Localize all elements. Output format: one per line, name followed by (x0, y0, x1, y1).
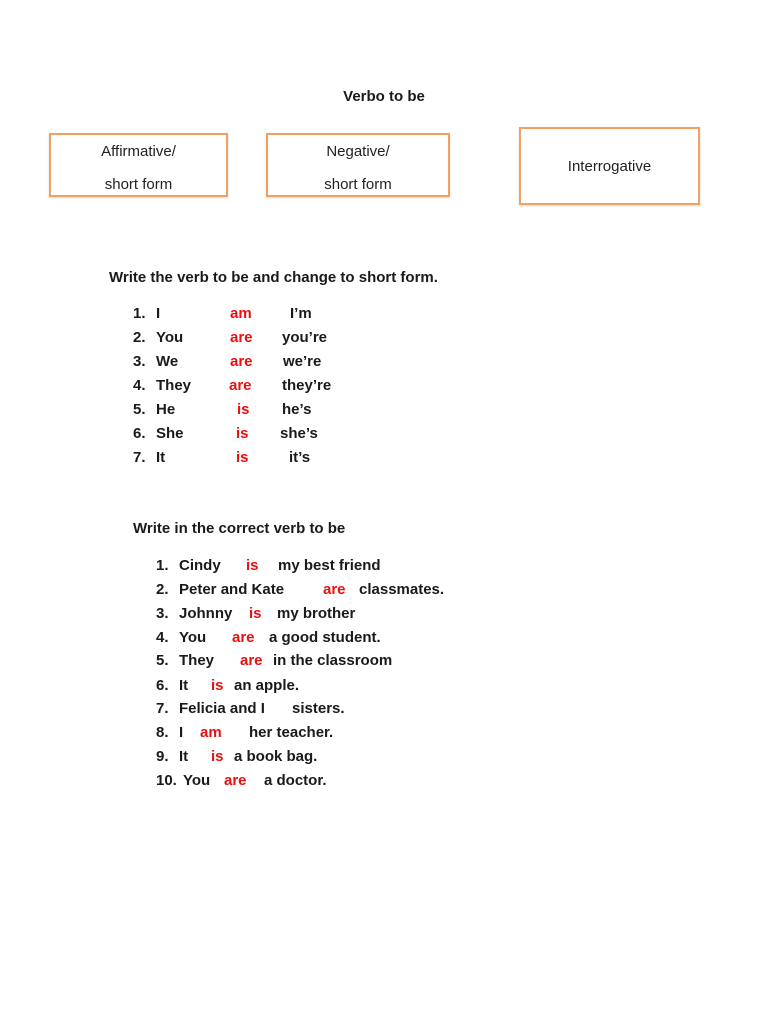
item-verb: am (200, 724, 222, 741)
exercise2-heading: Write in the correct verb to be (133, 520, 346, 537)
item-verb: are (229, 377, 252, 394)
item-subject: Felicia and I (179, 700, 265, 717)
item-rest: my best friend (278, 557, 381, 574)
item-rest: her teacher. (249, 724, 334, 741)
affirmative-box-line1: Affirmative/ (101, 143, 176, 160)
affirmative-box-line2: short form (104, 176, 173, 193)
item-verb: are (224, 772, 247, 789)
item-verb: is (236, 425, 249, 442)
interrogative-box (519, 127, 700, 205)
item-number: 7. (133, 449, 146, 466)
item-pronoun: You (156, 329, 184, 346)
item-number: 6. (133, 425, 146, 442)
item-verb: is (249, 605, 262, 622)
item-verb: am (230, 305, 252, 322)
item-verb: is (211, 748, 224, 765)
item-short-form: they’re (282, 377, 332, 394)
item-subject: Peter and Kate (179, 581, 285, 598)
item-verb: are (323, 581, 346, 598)
item-rest: a good student. (269, 629, 381, 646)
item-rest: my brother (277, 605, 356, 622)
item-short-form: we’re (283, 353, 322, 370)
item-number: 1. (156, 557, 169, 574)
item-verb: are (230, 353, 253, 370)
item-verb: is (211, 677, 224, 694)
item-verb: are (240, 652, 263, 669)
item-pronoun: We (156, 353, 179, 370)
item-number: 2. (156, 581, 169, 598)
item-pronoun: She (156, 425, 184, 442)
item-subject: Johnny (179, 605, 233, 622)
item-verb: are (232, 629, 255, 646)
item-subject: It (179, 748, 189, 765)
negative-box (266, 133, 450, 197)
item-rest: classmates. (359, 581, 445, 598)
item-number: 4. (156, 629, 169, 646)
item-rest: a book bag. (234, 748, 318, 765)
item-subject: I (179, 724, 184, 741)
item-short-form: I’m (290, 305, 312, 322)
item-subject: They (179, 652, 215, 669)
negative-box-line2: short form (324, 176, 392, 193)
item-rest: a doctor. (264, 772, 327, 789)
item-number: 7. (156, 700, 169, 717)
item-rest: an apple. (234, 677, 300, 694)
affirmative-box (49, 133, 228, 197)
item-number: 8. (156, 724, 169, 741)
item-verb: is (236, 449, 249, 466)
item-number: 5. (156, 652, 169, 669)
item-number: 9. (156, 748, 169, 765)
item-pronoun: He (156, 401, 176, 418)
item-number: 6. (156, 677, 169, 694)
item-pronoun: It (156, 449, 166, 466)
item-number: 5. (133, 401, 146, 418)
item-verb: are (230, 329, 253, 346)
item-number: 3. (133, 353, 146, 370)
negative-box-line1: Negative/ (326, 143, 390, 160)
item-subject: Cindy (179, 557, 221, 574)
item-short-form: he’s (282, 401, 312, 418)
item-number: 10. (156, 772, 177, 789)
item-subject: You (179, 629, 207, 646)
item-short-form: it’s (289, 449, 311, 466)
item-subject: You (183, 772, 211, 789)
item-short-form: you’re (282, 329, 328, 346)
item-pronoun: I (156, 305, 161, 322)
item-pronoun: They (156, 377, 192, 394)
item-rest: sisters. (292, 700, 345, 717)
item-number: 1. (133, 305, 146, 322)
item-rest: in the classroom (273, 652, 393, 669)
item-verb: is (246, 557, 259, 574)
item-number: 2. (133, 329, 146, 346)
interrogative-box-line1: Interrogative (567, 158, 652, 175)
page-title: Verbo to be (343, 88, 425, 105)
item-subject: It (179, 677, 189, 694)
item-short-form: she’s (280, 425, 318, 442)
exercise1-heading: Write the verb to be and change to short form. (109, 269, 438, 286)
item-verb: is (237, 401, 250, 418)
item-number: 4. (133, 377, 146, 394)
item-number: 3. (156, 605, 169, 622)
